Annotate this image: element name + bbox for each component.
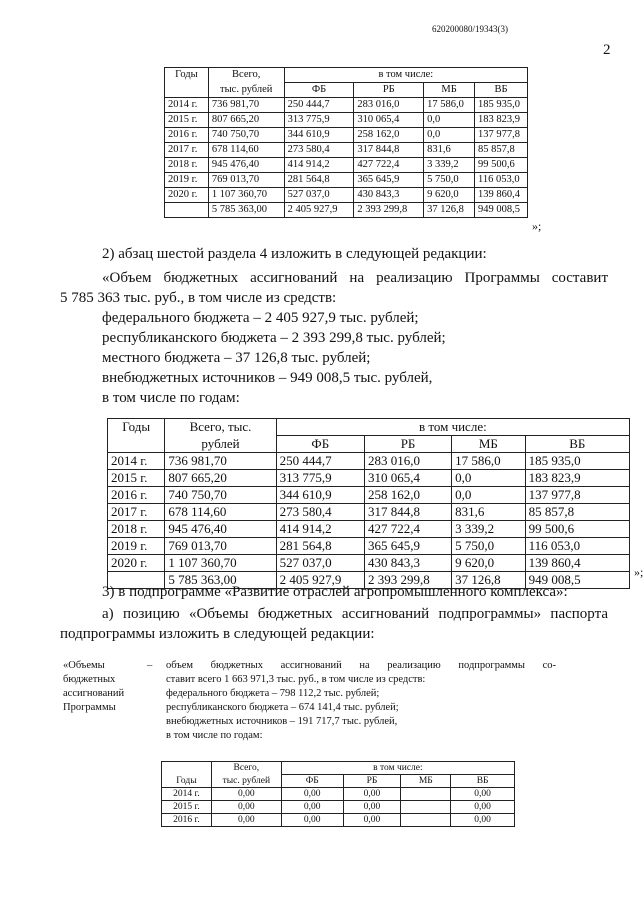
ext-line: внебюджетных источников – 949 008,5 тыс. рублей, xyxy=(102,370,433,386)
header-years: Годы xyxy=(162,775,212,788)
cell-total: 678 114,60 xyxy=(208,143,284,158)
cell-fb: 414 914,2 xyxy=(276,521,364,538)
table-row xyxy=(108,521,630,538)
header-total-line1: Всего, xyxy=(208,68,284,83)
passport-label-line: бюджетных xyxy=(63,674,116,685)
item-3: 3) в подпрограмме «Развитие отраслей агропромышленного комплекса»: xyxy=(102,584,568,600)
cell-vb: 949 008,5 xyxy=(525,572,629,589)
cell-year: 2020 г. xyxy=(165,188,209,203)
cell-mb: 37 126,8 xyxy=(452,572,525,589)
cell-mb: 5 750,0 xyxy=(452,538,525,555)
budget-table-main xyxy=(107,418,630,589)
cell-total: 0,00 xyxy=(211,788,281,801)
table-row xyxy=(108,555,630,572)
header-rb: РБ xyxy=(354,83,424,98)
cell-total: 1 107 360,70 xyxy=(165,555,276,572)
cell-mb: 0,0 xyxy=(452,470,525,487)
table-row xyxy=(165,173,528,188)
cell-mb: 17 586,0 xyxy=(452,453,525,470)
cell-total: 678 114,60 xyxy=(165,504,276,521)
cell-mb: 3 339,2 xyxy=(424,158,475,173)
cell-rb: 427 722,4 xyxy=(364,521,451,538)
cell-vb: 0,00 xyxy=(451,801,515,814)
cell-vb: 183 823,9 xyxy=(475,113,528,128)
table-row xyxy=(165,143,528,158)
cell-mb: 9 620,0 xyxy=(424,188,475,203)
cell-fb: 273 580,4 xyxy=(276,504,364,521)
cell-mb: 37 126,8 xyxy=(424,203,475,218)
cell-fb: 0,00 xyxy=(281,814,343,827)
table-row xyxy=(165,158,528,173)
cell-total: 0,00 xyxy=(211,814,281,827)
cell-rb: 430 843,3 xyxy=(364,555,451,572)
cell-fb: 2 405 927,9 xyxy=(276,572,364,589)
header-total-line2: тыс. рублей xyxy=(208,83,284,98)
passport-text-line: ставит всего 1 663 971,3 тыс. руб., в том числе из средств: xyxy=(166,674,426,685)
header-fb: ФБ xyxy=(281,775,343,788)
cell-vb: 99 500,6 xyxy=(475,158,528,173)
cell-fb: 527 037,0 xyxy=(276,555,364,572)
passport-label-line: ассигнований xyxy=(63,688,125,699)
header-total-line2: рублей xyxy=(165,436,276,453)
cell-vb: 116 053,0 xyxy=(525,538,629,555)
cell-mb xyxy=(401,801,451,814)
cell-total: 740 750,70 xyxy=(165,487,276,504)
cell-year: 2018 г. xyxy=(108,521,165,538)
header-vb: ВБ xyxy=(451,775,515,788)
cell-fb: 414 914,2 xyxy=(284,158,354,173)
quote-line1: «Объем бюджетных ассигнований на реализацию Программы составит xyxy=(102,270,608,286)
cell-mb: 831,6 xyxy=(452,504,525,521)
cell-rb: 365 645,9 xyxy=(354,173,424,188)
cell-vb: 137 977,8 xyxy=(525,487,629,504)
header-vb: ВБ xyxy=(525,436,629,453)
passport-text-line: республиканского бюджета – 674 141,4 тыс. рублей; xyxy=(166,702,399,713)
cell-mb: 17 586,0 xyxy=(424,98,475,113)
cell-vb: 99 500,6 xyxy=(525,521,629,538)
passport-label-line: Программы xyxy=(63,702,116,713)
cell-year: 2014 г. xyxy=(162,788,212,801)
cell-fb: 0,00 xyxy=(281,801,343,814)
cell-rb: 365 645,9 xyxy=(364,538,451,555)
cell-total: 769 013,70 xyxy=(208,173,284,188)
cell-vb: 185 935,0 xyxy=(475,98,528,113)
cell-vb: 139 860,4 xyxy=(475,188,528,203)
cell-total: 807 665,20 xyxy=(208,113,284,128)
cell-mb: 0,0 xyxy=(424,128,475,143)
cell-year: 2015 г. xyxy=(108,470,165,487)
header-vb: ВБ xyxy=(475,83,528,98)
cell-total: 945 476,40 xyxy=(208,158,284,173)
cell-rb: 2 393 299,8 xyxy=(364,572,451,589)
cell-vb: 116 053,0 xyxy=(475,173,528,188)
cell-year: 2018 г. xyxy=(165,158,209,173)
header-years: Годы xyxy=(165,68,209,98)
header-incl: в том числе: xyxy=(276,419,629,436)
budget-table-top xyxy=(164,67,528,218)
cell-mb: 3 339,2 xyxy=(452,521,525,538)
table-row xyxy=(162,788,515,801)
table-row xyxy=(108,453,630,470)
table-row xyxy=(162,801,515,814)
header-total-line1: Всего, тыс. xyxy=(165,419,276,436)
cell-mb: 9 620,0 xyxy=(452,555,525,572)
cell-fb: 313 775,9 xyxy=(284,113,354,128)
cell-mb: 0,0 xyxy=(424,113,475,128)
loc-line: местного бюджета – 37 126,8 тыс. рублей; xyxy=(102,350,371,366)
cell-mb xyxy=(401,814,451,827)
table-main-tail: »; xyxy=(634,565,643,579)
table-row xyxy=(165,188,528,203)
cell-vb: 0,00 xyxy=(451,814,515,827)
header-incl: в том числе: xyxy=(281,762,514,775)
cell-total: 740 750,70 xyxy=(208,128,284,143)
cell-year: 2016 г. xyxy=(108,487,165,504)
cell-mb xyxy=(401,788,451,801)
cell-year: 2017 г. xyxy=(108,504,165,521)
cell-rb: 310 065,4 xyxy=(364,470,451,487)
table-row-total xyxy=(165,203,528,218)
cell-fb: 344 610,9 xyxy=(276,487,364,504)
passport-text-line: внебюджетных источников – 191 717,7 тыс. рублей, xyxy=(166,716,398,727)
page-number: 2 xyxy=(603,42,611,58)
cell-year: 2019 г. xyxy=(165,173,209,188)
passport-text-line: объем бюджетных ассигнований на реализацию подпрограммы со- xyxy=(166,660,556,671)
header-mb: МБ xyxy=(424,83,475,98)
cell-fb: 281 564,8 xyxy=(284,173,354,188)
table-row xyxy=(108,538,630,555)
document-number: 620200080/19343(3) xyxy=(432,24,508,34)
table-row xyxy=(162,814,515,827)
cell-total: 736 981,70 xyxy=(208,98,284,113)
passport-dash: – xyxy=(147,660,153,671)
table-row xyxy=(165,98,528,113)
header-years-top xyxy=(162,762,212,775)
cell-rb: 2 393 299,8 xyxy=(354,203,424,218)
table-row xyxy=(165,113,528,128)
cell-rb: 310 065,4 xyxy=(354,113,424,128)
passport-text xyxy=(166,659,556,743)
cell-vb: 137 977,8 xyxy=(475,128,528,143)
by-years-line: в том числе по годам: xyxy=(102,390,240,406)
cell-total: 807 665,20 xyxy=(165,470,276,487)
header-years: Годы xyxy=(108,419,165,453)
passport-label-line: «Объемы xyxy=(63,660,105,671)
cell-year: 2014 г. xyxy=(165,98,209,113)
cell-year: 2016 г. xyxy=(165,128,209,143)
cell-year: 2019 г. xyxy=(108,538,165,555)
cell-total: 945 476,40 xyxy=(165,521,276,538)
table-row xyxy=(165,128,528,143)
cell-vb: 85 857,8 xyxy=(525,504,629,521)
cell-year: 2014 г. xyxy=(108,453,165,470)
cell-fb: 250 444,7 xyxy=(284,98,354,113)
cell-fb: 2 405 927,9 xyxy=(284,203,354,218)
item-3a-line2: подпрограммы изложить в следующей редакции: xyxy=(60,626,375,642)
header-fb: ФБ xyxy=(276,436,364,453)
cell-rb: 0,00 xyxy=(343,788,401,801)
cell-vb: 185 935,0 xyxy=(525,453,629,470)
cell-fb: 250 444,7 xyxy=(276,453,364,470)
cell-vb: 139 860,4 xyxy=(525,555,629,572)
cell-rb: 430 843,3 xyxy=(354,188,424,203)
cell-year: 2015 г. xyxy=(165,113,209,128)
header-fb: ФБ xyxy=(284,83,354,98)
cell-year: 2016 г. xyxy=(162,814,212,827)
cell-rb: 0,00 xyxy=(343,801,401,814)
passport-text-line: в том числе по годам: xyxy=(166,730,263,741)
cell-mb: 0,0 xyxy=(452,487,525,504)
cell-total: 736 981,70 xyxy=(165,453,276,470)
fed-line: федерального бюджета – 2 405 927,9 тыс. рублей; xyxy=(102,310,419,326)
cell-year xyxy=(165,203,209,218)
table-row xyxy=(108,470,630,487)
header-incl: в том числе: xyxy=(284,68,527,83)
cell-vb: 183 823,9 xyxy=(525,470,629,487)
cell-fb: 313 775,9 xyxy=(276,470,364,487)
item-3a-line1: а) позицию «Объемы бюджетных ассигнований подпрограммы» паспорта xyxy=(102,606,608,622)
cell-fb: 527 037,0 xyxy=(284,188,354,203)
cell-year: 2015 г. xyxy=(162,801,212,814)
item-2: 2) абзац шестой раздела 4 изложить в следующей редакции: xyxy=(102,246,487,262)
cell-fb: 344 610,9 xyxy=(284,128,354,143)
cell-rb: 427 722,4 xyxy=(354,158,424,173)
sub-budget-table xyxy=(161,761,515,827)
cell-rb: 0,00 xyxy=(343,814,401,827)
header-total-line1: Всего, xyxy=(211,762,281,775)
cell-fb: 0,00 xyxy=(281,788,343,801)
rep-line: республиканского бюджета – 2 393 299,8 тыс. рублей; xyxy=(102,330,446,346)
cell-rb: 317 844,8 xyxy=(354,143,424,158)
cell-vb: 85 857,8 xyxy=(475,143,528,158)
cell-rb: 283 016,0 xyxy=(354,98,424,113)
table-row xyxy=(108,487,630,504)
cell-fb: 273 580,4 xyxy=(284,143,354,158)
passport-label xyxy=(63,659,143,715)
table-row xyxy=(108,504,630,521)
cell-fb: 281 564,8 xyxy=(276,538,364,555)
cell-total: 5 785 363,00 xyxy=(165,572,276,589)
cell-total: 0,00 xyxy=(211,801,281,814)
header-mb: МБ xyxy=(401,775,451,788)
cell-year: 2020 г. xyxy=(108,555,165,572)
table-top-tail: »; xyxy=(532,219,542,233)
cell-rb: 283 016,0 xyxy=(364,453,451,470)
cell-year: 2017 г. xyxy=(165,143,209,158)
cell-rb: 317 844,8 xyxy=(364,504,451,521)
cell-vb: 0,00 xyxy=(451,788,515,801)
header-rb: РБ xyxy=(343,775,401,788)
quote-line2: 5 785 363 тыс. руб., в том числе из средств: xyxy=(60,290,337,306)
cell-total: 1 107 360,70 xyxy=(208,188,284,203)
passport-text-line: федерального бюджета – 798 112,2 тыс. рублей; xyxy=(166,688,380,699)
cell-total: 769 013,70 xyxy=(165,538,276,555)
header-mb: МБ xyxy=(452,436,525,453)
cell-mb: 831,6 xyxy=(424,143,475,158)
cell-rb: 258 162,0 xyxy=(364,487,451,504)
cell-vb: 949 008,5 xyxy=(475,203,528,218)
header-rb: РБ xyxy=(364,436,451,453)
cell-total: 5 785 363,00 xyxy=(208,203,284,218)
cell-mb: 5 750,0 xyxy=(424,173,475,188)
header-total-line2: тыс. рублей xyxy=(211,775,281,788)
cell-rb: 258 162,0 xyxy=(354,128,424,143)
